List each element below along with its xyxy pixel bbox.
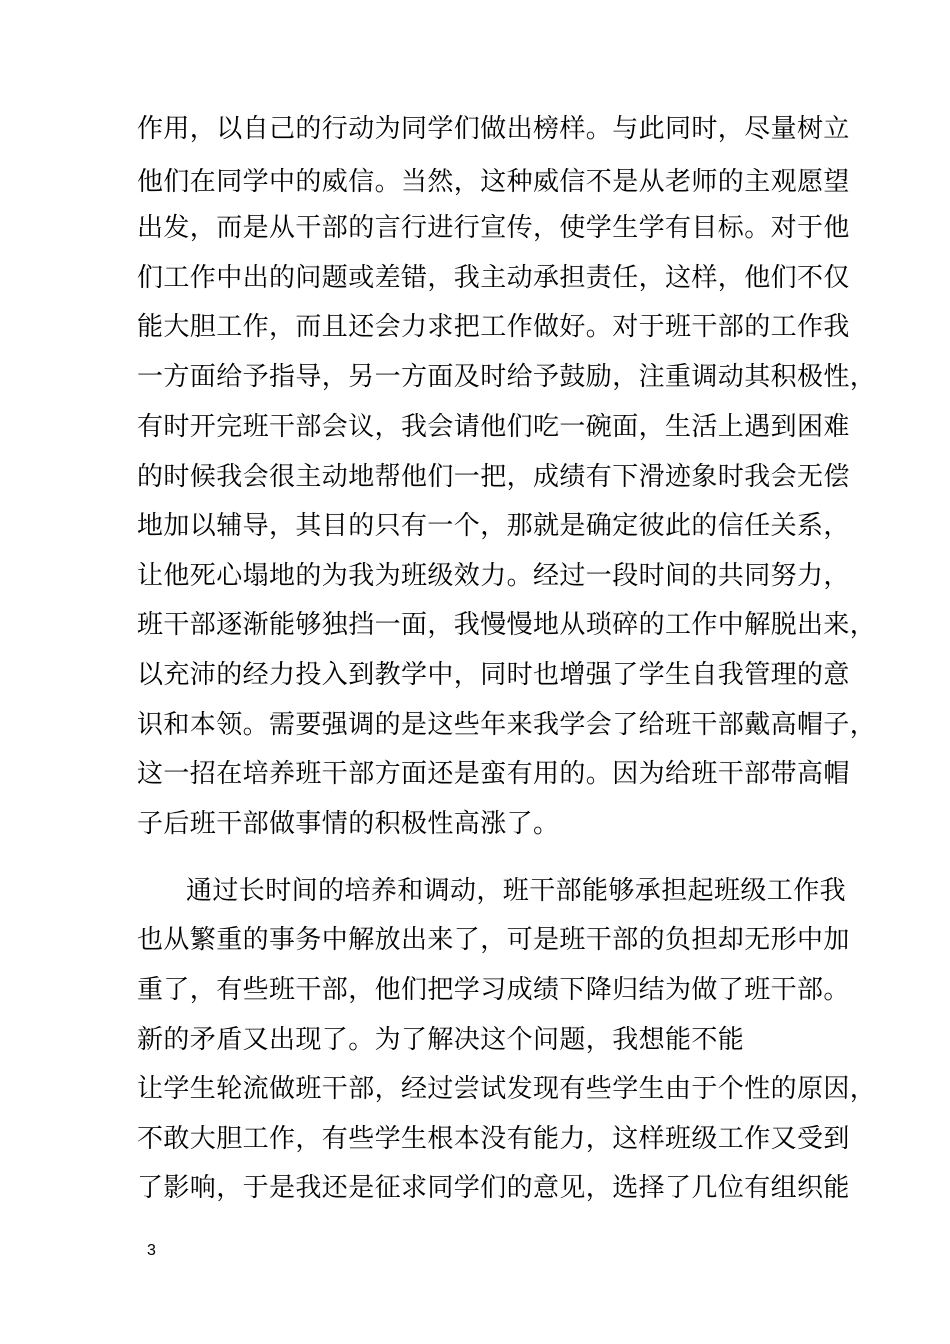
text-line: 有时开完班干部会议，我会请他们吃一碗面，生活上遇到困难 <box>137 412 850 442</box>
text-line: 重了，有些班干部，他们把学习成绩下降归结为做了班干部。 <box>137 975 850 1005</box>
text-line: 他们在同学中的威信。当然，这种威信不是从老师的主观愿望 <box>137 167 850 197</box>
text-line: 的时候我会很主动地帮他们一把，成绩有下滑迹象时我会无偿 <box>137 462 850 492</box>
text-line: 一方面给予指导，另一方面及时给予鼓励，注重调动其积极性， <box>137 362 877 392</box>
text-line: 以充沛的经力投入到教学中，同时也增强了学生自我管理的意 <box>137 660 850 690</box>
text-line: 子后班干部做事情的积极性高涨了。 <box>137 809 560 839</box>
text-line: 新的矛盾又出现了。为了解决这个问题，我想能不能 <box>137 1025 745 1055</box>
text-line: 出发，而是从干部的言行进行宣传，使学生学有目标。对于他 <box>137 213 850 243</box>
text-line: 作用，以自己的行动为同学们做出榜样。与此同时，尽量树立 <box>137 114 850 144</box>
text-line: 让他死心塌地的为我为班级效力。经过一段时间的共同努力， <box>137 561 850 591</box>
page-number: 3 <box>147 1242 156 1259</box>
text-line: 也从繁重的事务中解放出来了，可是班干部的负担却无形中加 <box>137 925 850 955</box>
text-line: 通过长时间的培养和调动，班干部能够承担起班级工作我 <box>186 876 847 906</box>
text-line: 地加以辅导，其目的只有一个，那就是确定彼此的信任关系， <box>137 511 850 541</box>
text-line: 让学生轮流做班干部，经过尝试发现有些学生由于个性的原因， <box>137 1074 877 1104</box>
text-line: 识和本领。需要强调的是这些年来我学会了给班干部戴高帽子， <box>137 710 877 740</box>
text-line: 了影响，于是我还是征求同学们的意见，选择了几位有组织能 <box>137 1173 850 1203</box>
text-line: 班干部逐渐能够独挡一面，我慢慢地从琐碎的工作中解脱出来， <box>137 610 877 640</box>
text-line: 这一招在培养班干部方面还是蛮有用的。因为给班干部带高帽 <box>137 759 850 789</box>
text-line: 不敢大胆工作，有些学生根本没有能力，这样班级工作又受到 <box>137 1124 850 1154</box>
text-line: 们工作中出的问题或差错，我主动承担责任，这样，他们不仅 <box>137 263 850 293</box>
text-line: 能大胆工作，而且还会力求把工作做好。对于班干部的工作我 <box>137 312 850 342</box>
